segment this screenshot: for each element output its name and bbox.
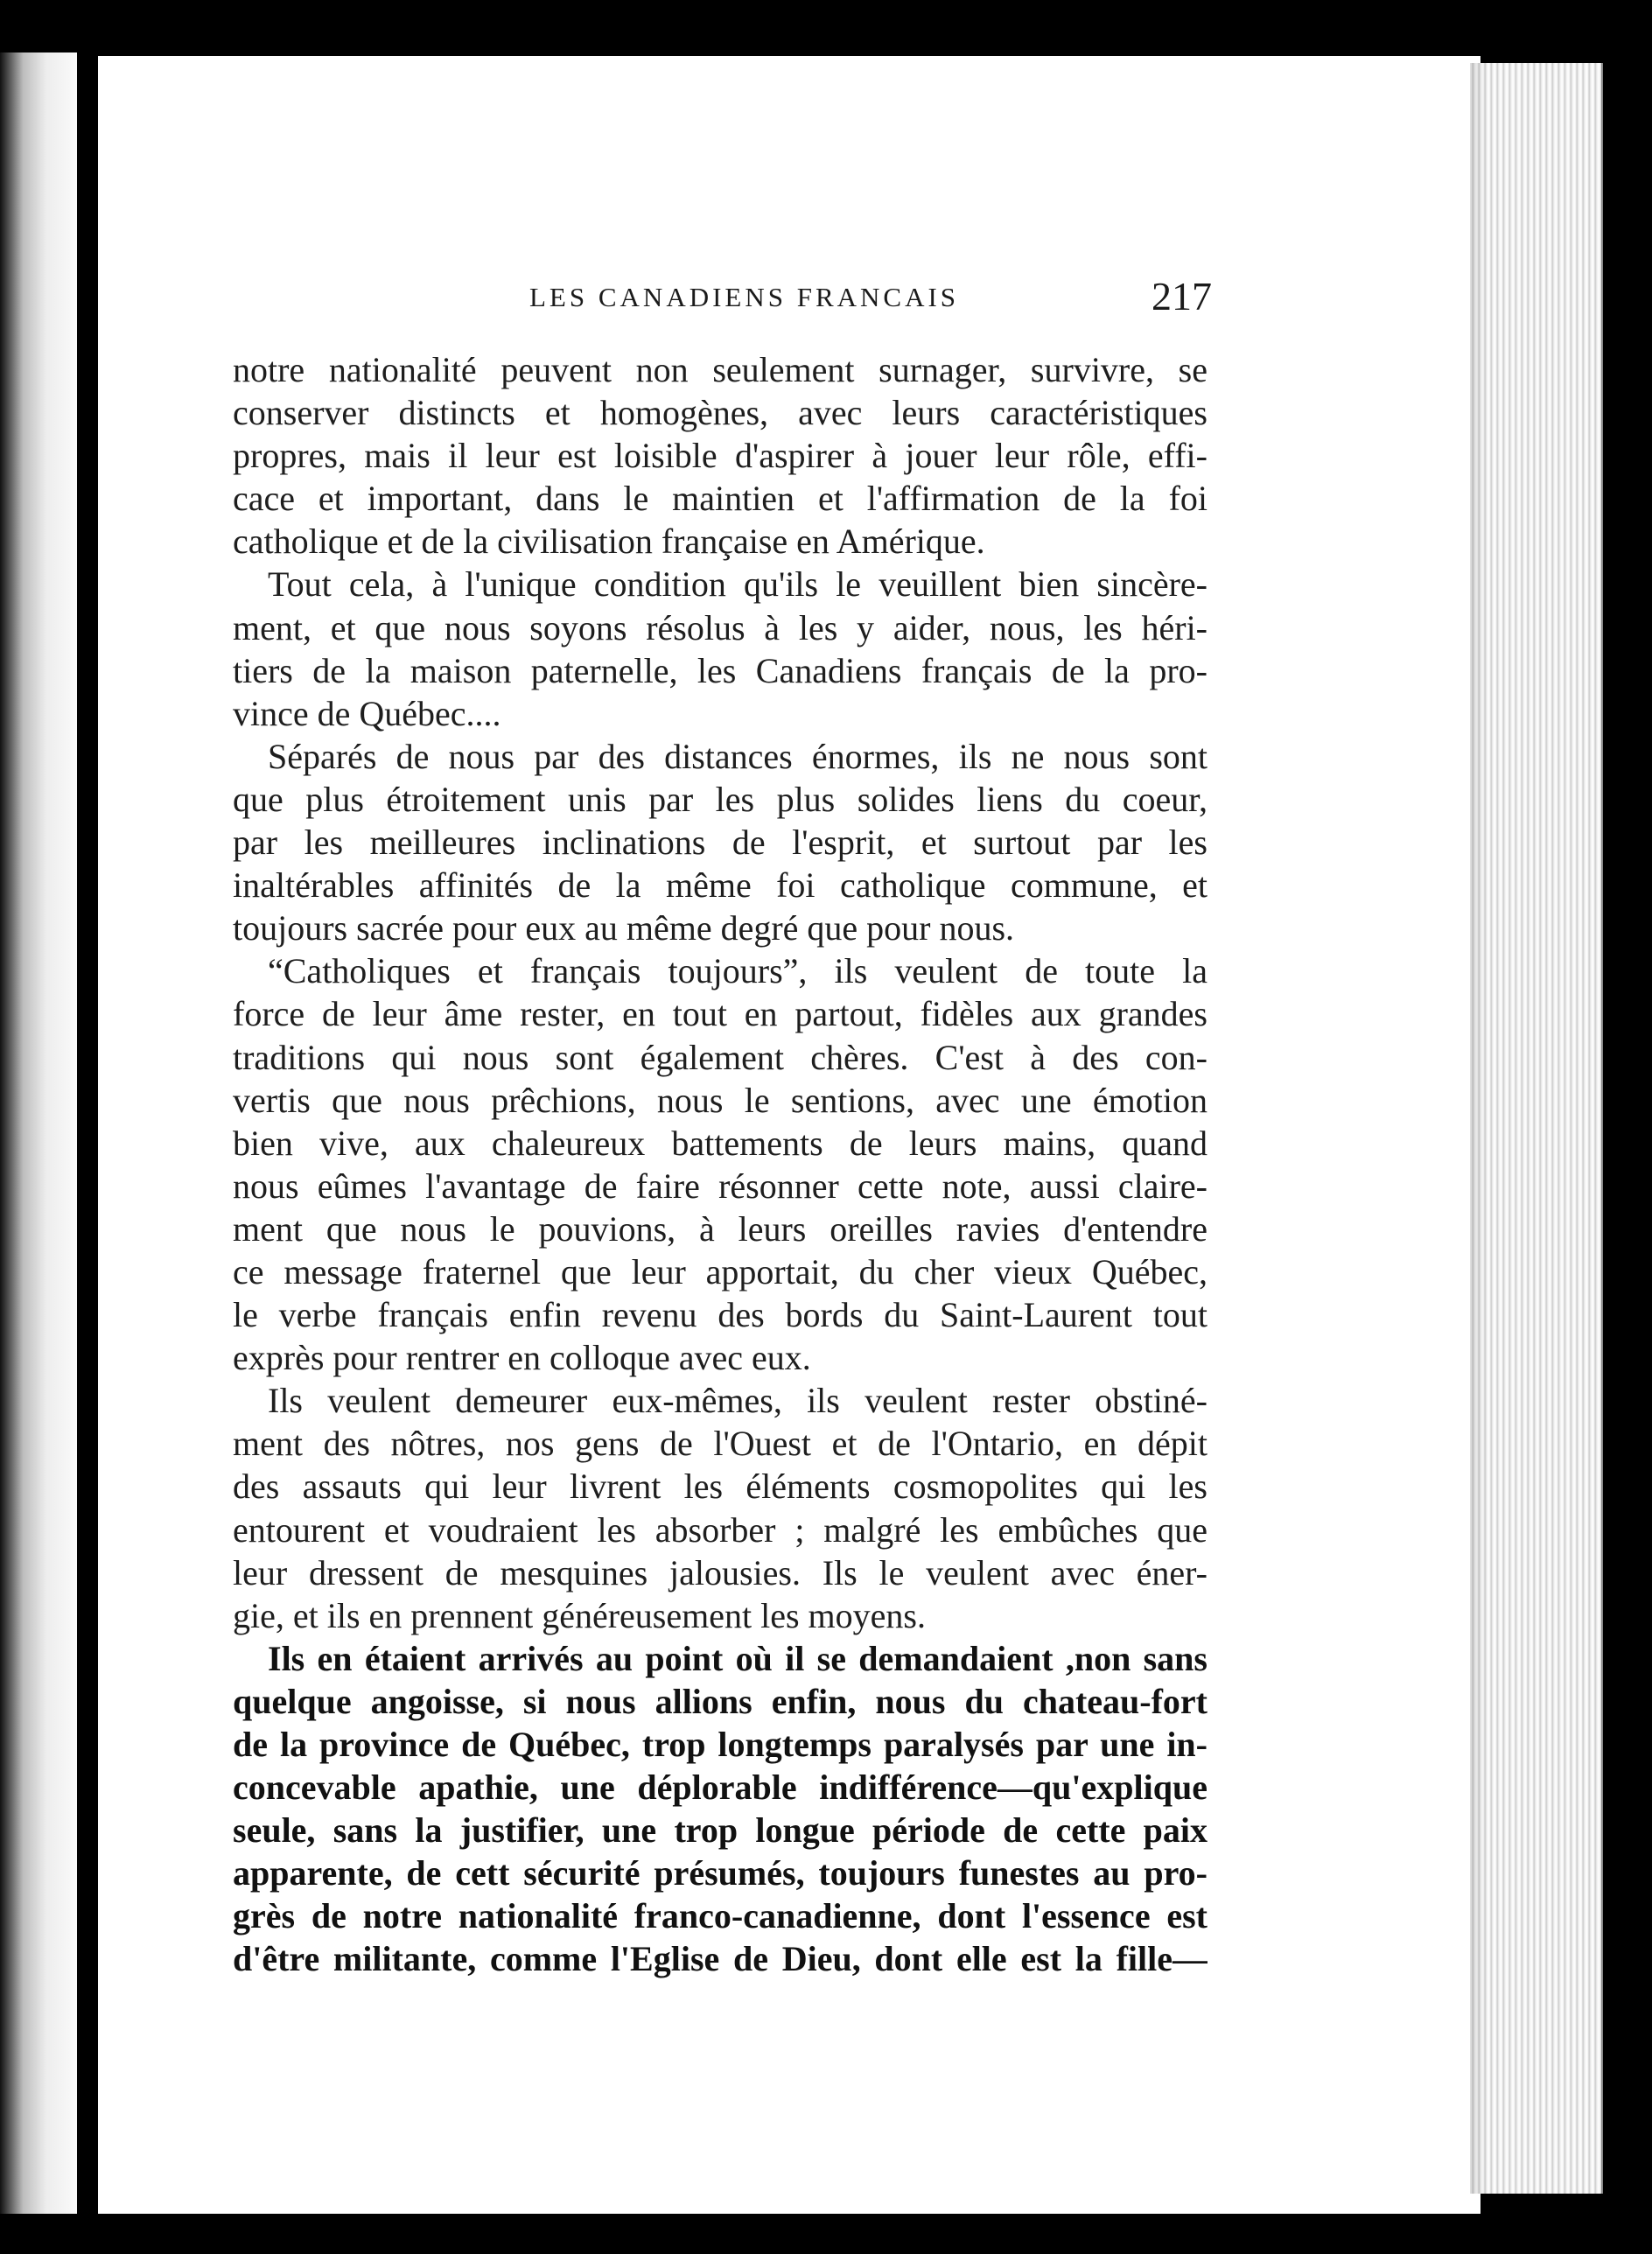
text-line: “Catholiques et français toujours”, ils veulent de toute la: [268, 951, 1208, 991]
text-line: gie, et ils en prennent généreusement les moyens.: [233, 1595, 926, 1635]
text-line: que plus étroitement unis par les plus solides liens du coeur,: [233, 779, 1208, 819]
text-line: entourent et voudraient les absorber ; malgré les embûches que: [233, 1509, 1208, 1550]
text-line: traditions qui nous sont également chères. C'est à des con-: [233, 1037, 1208, 1077]
text-line: ce message fraternel que leur apportait, du cher vieux Québec,: [233, 1251, 1208, 1292]
page-number: 217: [1152, 274, 1212, 318]
running-head: [529, 274, 1212, 327]
text-line: par les meilleures inclinations de l'esprit, et surtout par les: [233, 822, 1208, 863]
text-line: ment des nôtres, nos gens de l'Ouest et de l'Ontario, en dépit: [233, 1424, 1208, 1464]
text-line: le verbe français enfin revenu des bords du Saint-Laurent tout: [233, 1295, 1208, 1335]
page-stack-shadow: [1470, 63, 1488, 2194]
body-text: [233, 348, 1208, 1981]
text-line: notre nationalité peuvent non seulement surnager, survivre, se: [233, 350, 1208, 389]
facing-page-edge: [0, 52, 77, 2214]
text-line: apparente, de cett sécurité présumés, toujours funestes au pro-: [233, 1853, 1208, 1894]
text-line: bien vive, aux chaleureux battements de leurs mains, quand: [233, 1123, 1208, 1163]
text-line: exprès pour rentrer en colloque avec eux.: [233, 1338, 811, 1378]
text-line: de la province de Québec, trop longtemps paralysés par une in-: [233, 1725, 1208, 1764]
text-line: Tout cela, à l'unique condition qu'ils le veuillent bien sincère-: [268, 564, 1208, 605]
running-title: LES CANADIENS FRANCAIS: [529, 282, 960, 312]
page-stack-edge: [1470, 63, 1603, 2194]
text-line: force de leur âme rester, en tout en partout, fidèles aux grandes: [233, 994, 1208, 1034]
text-line: nous eûmes l'avantage de faire résonner cette note, aussi claire-: [233, 1166, 1208, 1206]
text-line: vince de Québec....: [233, 693, 501, 733]
text-line: grès de notre nationalité franco-canadienne, dont l'essence est: [233, 1896, 1208, 1936]
text-line: d'être militante, comme l'Eglise de Dieu, dont elle est la fille—: [233, 1939, 1208, 1979]
text-line: Ils en étaient arrivés au point où il se demandaient ,non sans: [268, 1638, 1208, 1678]
text-line: tiers de la maison paternelle, les Canadiens français de la pro-: [233, 650, 1208, 690]
text-line: propres, mais il leur est loisible d'aspirer à jouer leur rôle, effi-: [233, 436, 1208, 476]
text-line: des assauts qui leur livrent les éléments cosmopolites qui les: [233, 1466, 1208, 1507]
text-line: catholique et de la civilisation française en Amérique.: [233, 522, 985, 562]
text-line: Ils veulent demeurer eux-mêmes, ils veulent rester obstiné-: [268, 1381, 1208, 1421]
text-line: seule, sans la justifier, une trop longue période de cette paix: [233, 1810, 1208, 1851]
text-line: vertis que nous prêchions, nous le sentions, avec une émotion: [233, 1080, 1208, 1120]
text-line: conserver distincts et homogènes, avec leurs caractéristiques: [233, 393, 1208, 433]
text-line: inaltérables affinités de la même foi catholique commune, et: [233, 865, 1208, 906]
text-line: leur dressent de mesquines jalousies. Ils le veulent avec éner-: [233, 1552, 1208, 1592]
text-line: toujours sacrée pour eux au même degré que pour nous.: [233, 908, 1015, 948]
text-line: ment que nous le pouvions, à leurs oreilles ravies d'entendre: [233, 1208, 1208, 1249]
text-line: Séparés de nous par des distances énormes, ils ne nous sont: [268, 736, 1208, 776]
text-line: quelque angoisse, si nous allions enfin, nous du chateau-fort: [233, 1681, 1208, 1721]
text-line: ment, et que nous soyons résolus à les y aider, nous, les héri-: [233, 607, 1208, 648]
text-line: cace et important, dans le maintien et l'affirmation de la foi: [233, 479, 1208, 519]
text-line: concevable apathie, une déplorable indifférence—qu'explique: [233, 1768, 1208, 1808]
